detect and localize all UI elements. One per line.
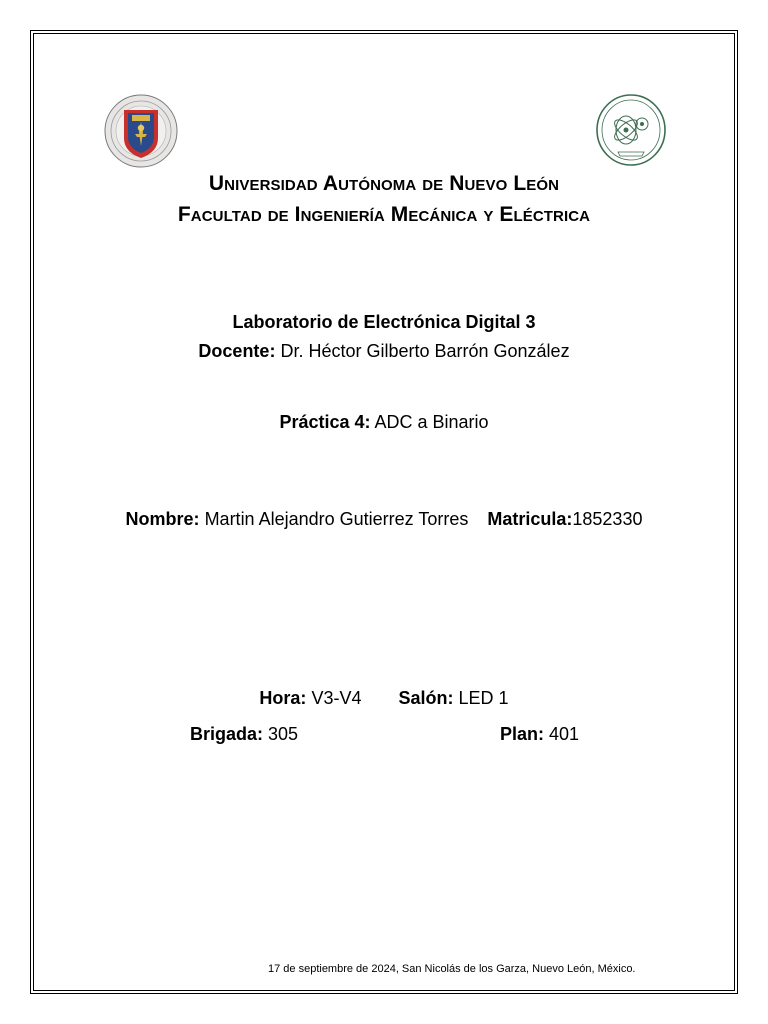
room-label: Salón: bbox=[398, 688, 454, 708]
plan-label: Plan: bbox=[500, 724, 545, 744]
practice-label: Práctica 4: bbox=[279, 412, 371, 432]
student-line bbox=[0, 509, 768, 530]
hour-label: Hora: bbox=[259, 688, 307, 708]
practice-line bbox=[0, 412, 768, 433]
brigade-label: Brigada: bbox=[190, 724, 264, 744]
student-id: 1852330 bbox=[572, 509, 643, 529]
teacher-label: Docente: bbox=[198, 341, 276, 361]
university-seal-logo bbox=[104, 94, 178, 168]
university-name: Universidad Autónoma de Nuevo León bbox=[208, 172, 560, 195]
plan-value: 401 bbox=[549, 724, 580, 744]
student-name: Martin Alejandro Gutierrez Torres bbox=[204, 509, 469, 529]
practice-name: ADC a Binario bbox=[374, 412, 489, 432]
footer-date-place: 17 de septiembre de 2024, San Nicolás de los Garza, Nuevo León, México. bbox=[268, 963, 636, 975]
brigade-line bbox=[190, 724, 298, 745]
teacher-name: Dr. Héctor Gilberto Barrón González bbox=[280, 341, 570, 361]
student-name-label: Nombre: bbox=[125, 509, 200, 529]
room-value: LED 1 bbox=[458, 688, 509, 708]
schedule-line bbox=[0, 688, 768, 709]
student-id-label: Matricula: bbox=[487, 509, 573, 529]
teacher-line bbox=[0, 341, 768, 362]
course-title: Laboratorio de Electrónica Digital 3 bbox=[232, 312, 536, 332]
faculty-seal-logo bbox=[596, 94, 666, 166]
hour-value: V3-V4 bbox=[311, 688, 362, 708]
brigade-value: 305 bbox=[268, 724, 299, 744]
faculty-name: Facultad de Ingeniería Mecánica y Eléctrica bbox=[177, 203, 591, 226]
plan-line bbox=[500, 724, 579, 745]
